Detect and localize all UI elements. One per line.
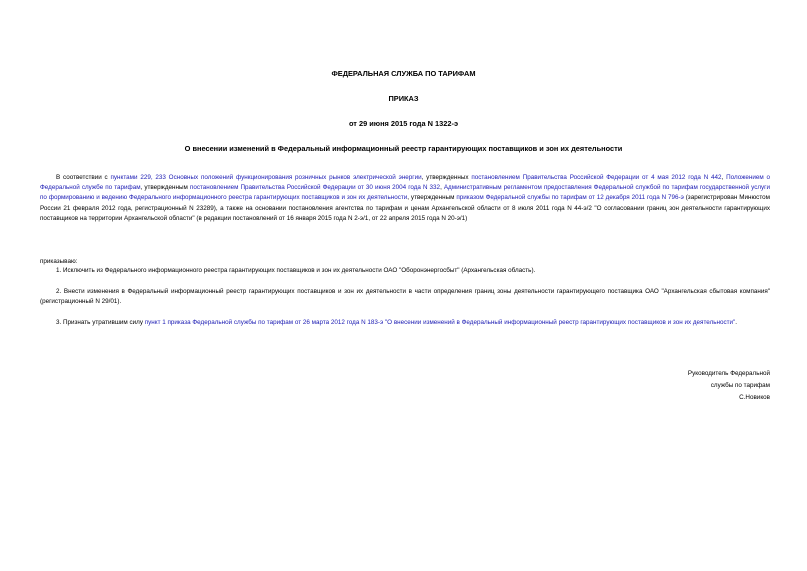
date-number-heading: от 29 июня 2015 года N 1322-э: [348, 119, 459, 128]
link-government-decree-332[interactable]: постановлением Правительства Российской Федерации от 30 июня 2004 года N 332: [189, 184, 441, 192]
order-word: приказываю:: [40, 258, 78, 265]
preamble-text-7: (зарегистрирован Минюстом России 21 февраля 2012 года, регистрационный N 23289), а также на основании постановления агентства по тарифам и ценам Архангельской области от 8 июля 2011 года N 44-э/2 "О согласовании границ зон деятельности гарантирующих поставщиков на территории Архангельской области" (в редакции постановлений от 16 января 2015 года N 2-э/1, от 22 апреля 2015 года N 20-э/1): [40, 194, 770, 222]
signature-block: [688, 368, 770, 404]
signature-name: С.Новиков: [739, 394, 770, 401]
link-administrative-regulation[interactable]: Административным регламентом предоставления Федеральной службой по тарифам государственной услуги по формированию и ведению Федерального информационного реестра гарантирующих поставщиков и зон их деятельности: [40, 184, 770, 202]
link-fst-order-183[interactable]: пункт 1 приказа Федеральной службы по тарифам от 26 марта 2012 года N 183-э "О внесении изменений в Федеральный информационный реестр гарантирующих поставщиков и зон их деятельности": [144, 319, 736, 326]
preamble-text-3: ,: [721, 174, 727, 181]
preamble-text-1: В соответствии с: [56, 174, 111, 181]
item-3-end: .: [735, 319, 738, 326]
link-government-decree-442[interactable]: постановлением Правительства Российской Федерации от 4 мая 2012 года N 442: [471, 174, 722, 181]
item-2: 2. Внести изменения в Федеральный информационный реестр гарантирующих поставщиков и зон их деятельности в части определения границ зоны деятельности гарантирующего поставщика ОАО "Архангельская сбытовая компания" (регистрационный N 29/01).: [40, 288, 770, 306]
preamble-text-4: , утвержденным: [140, 184, 190, 192]
preamble-text-6: , утвержденным: [407, 194, 457, 202]
item-1: 1. Исключить из Федерального информационного реестра гарантирующих поставщиков и зон их деятельности ОАО "Оборонэнергосбыт" (Архангельская область).: [56, 267, 536, 274]
signature-title-1: Руководитель Федеральной: [687, 370, 770, 377]
preamble-text-5: ,: [440, 184, 444, 192]
signature-title-2: службы по тарифам: [710, 382, 770, 389]
link-fst-regulation[interactable]: Положением о Федеральной службе по тарифам: [40, 174, 771, 192]
agency-heading: ФЕДЕРАЛЬНАЯ СЛУЖБА ПО ТАРИФАМ: [331, 69, 476, 78]
subject-heading: О внесении изменений в Федеральный информационный реестр гарантирующих поставщиков и зон их деятельности: [184, 144, 623, 153]
doc-type-heading: ПРИКАЗ: [388, 94, 419, 103]
link-retail-market-provisions[interactable]: пунктами 229, 233 Основных положений функционирования розничных рынков электрической энергии: [110, 174, 422, 181]
item-3-text: 3. Признать утратившим силу: [56, 319, 145, 326]
item-3: [40, 318, 770, 328]
preamble-paragraph: [40, 173, 770, 224]
preamble-text-2: , утвержденных: [421, 174, 472, 181]
link-fst-order-796[interactable]: приказом Федеральной службы по тарифам от 12 декабря 2011 года N 796-э: [456, 194, 684, 202]
